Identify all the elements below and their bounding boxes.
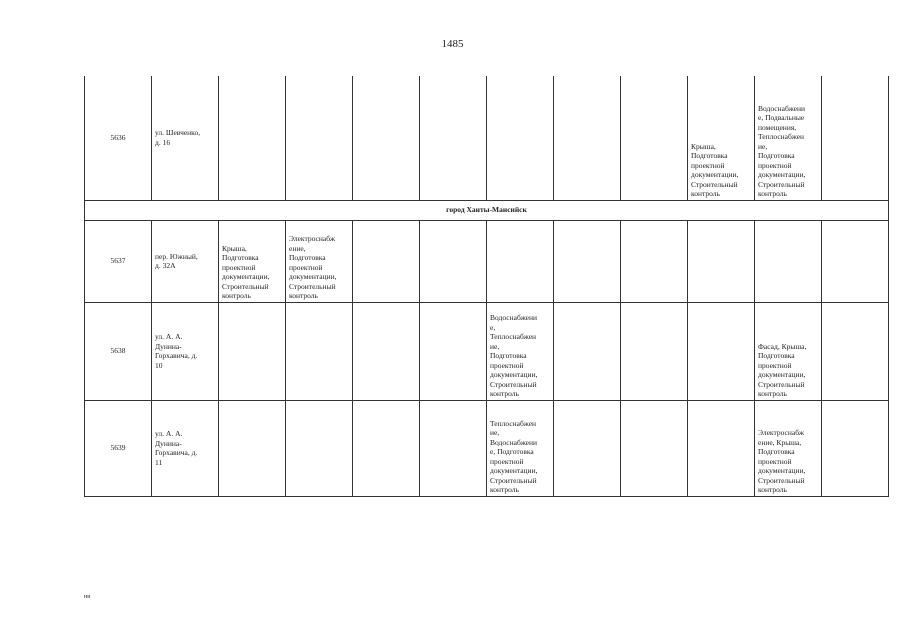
table-cell xyxy=(487,220,554,302)
work-types-text: Водоснабжени е, Теплоснабжен ие, Подготовка проектной документации, Строительный контроль xyxy=(490,313,538,398)
row-number: 5639 xyxy=(85,400,152,496)
table-cell xyxy=(554,302,621,400)
table-cell xyxy=(755,220,822,302)
table-cell xyxy=(286,400,353,496)
table-cell xyxy=(822,220,889,302)
table-cell xyxy=(420,76,487,200)
table-cell xyxy=(688,220,755,302)
table-cell xyxy=(621,220,688,302)
address-text: ул. А. А. Дунина- Горхавича, д. 10 xyxy=(155,332,198,370)
table-row xyxy=(85,400,889,496)
page-number: 1485 xyxy=(441,38,464,50)
table-row xyxy=(85,302,889,400)
table-cell xyxy=(822,400,889,496)
work-types-cell xyxy=(487,400,554,496)
work-types-text: Крыша, Подготовка проектной документации, Строительный контроль xyxy=(222,243,270,300)
table-cell xyxy=(420,400,487,496)
table-cell xyxy=(219,302,286,400)
table-cell xyxy=(353,76,420,200)
work-types-cell xyxy=(755,76,822,200)
table-cell xyxy=(219,76,286,200)
address-text: пер. Южный, д. 32А xyxy=(155,251,198,270)
table-cell xyxy=(420,302,487,400)
work-types-text: Теплоснабжен ие, Водоснабжени е, Подготовка проектной документации, Строительный контроль xyxy=(490,418,538,494)
address-cell xyxy=(152,302,219,400)
table-cell xyxy=(822,302,889,400)
address-cell xyxy=(152,76,219,200)
work-types-text: Электроснабж ение, Подготовка проектной документации, Строительный контроль xyxy=(289,234,337,300)
table-row xyxy=(85,76,889,200)
table-cell xyxy=(420,220,487,302)
table-cell xyxy=(554,76,621,200)
table-cell xyxy=(353,302,420,400)
work-types-cell xyxy=(755,400,822,496)
table-cell xyxy=(353,220,420,302)
work-types-cell xyxy=(219,220,286,302)
work-types-cell xyxy=(286,220,353,302)
work-types-cell xyxy=(487,302,554,400)
address-text: ул. Шевченко, д. 16 xyxy=(155,128,201,147)
table-cell xyxy=(353,400,420,496)
table-cell xyxy=(286,76,353,200)
table-cell xyxy=(621,400,688,496)
row-number: 5637 xyxy=(85,220,152,302)
table-cell xyxy=(688,400,755,496)
city-header: город Ханты-Мансийск xyxy=(85,200,889,220)
work-types-text: Крыша, Подготовка проектной документации, Строительный контроль xyxy=(691,141,739,198)
table-cell xyxy=(621,302,688,400)
table-cell xyxy=(554,220,621,302)
table-cell xyxy=(688,302,755,400)
repair-program-table xyxy=(84,76,889,497)
row-number: 5638 xyxy=(85,302,152,400)
work-types-text: Электроснабж ение, Крыша, Подготовка проектной документации, Строительный контроль xyxy=(758,428,806,494)
work-types-text: Водоснабжени е, Подвальные помещения, Теплоснабжен ие, Подготовка проектной документации, Строительный контроль xyxy=(758,103,806,198)
table-cell xyxy=(822,76,889,200)
table-cell xyxy=(487,76,554,200)
work-types-cell xyxy=(755,302,822,400)
table-row xyxy=(85,220,889,302)
city-header-row xyxy=(85,200,889,220)
table-cell xyxy=(554,400,621,496)
address-cell xyxy=(152,400,219,496)
table-cell xyxy=(219,400,286,496)
work-types-cell xyxy=(688,76,755,200)
address-text: ул. А. А. Дунина- Горхавича, д. 11 xyxy=(155,429,198,467)
table-cell xyxy=(621,76,688,200)
address-cell xyxy=(152,220,219,302)
row-number: 5636 xyxy=(85,76,152,200)
table-cell xyxy=(286,302,353,400)
footer-mark: нн xyxy=(84,594,91,600)
work-types-text: Фасад, Крыша, Подготовка проектной документации, Строительный контроль xyxy=(758,341,807,398)
